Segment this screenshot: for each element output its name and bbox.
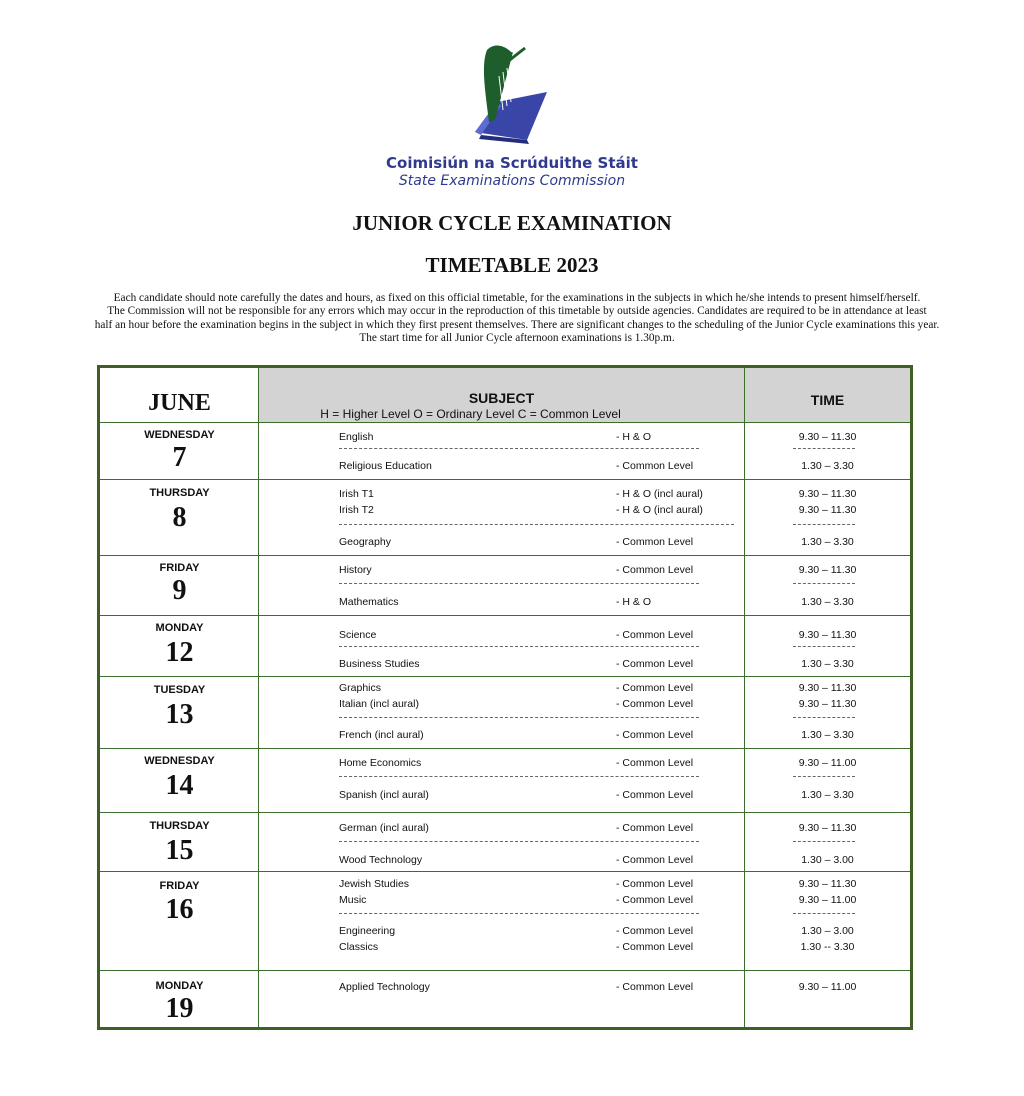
session-separator	[339, 448, 699, 449]
session-separator	[793, 841, 855, 842]
subject-level: - Common Level	[616, 894, 694, 906]
day-date: 19	[165, 993, 194, 1024]
exam-time: 1.30 – 3.30	[801, 658, 854, 670]
subject-level: - H & O	[616, 431, 652, 443]
subject-level: - H & O (incl aural)	[616, 488, 703, 500]
day-name: THURSDAY	[149, 487, 210, 499]
session-separator	[339, 524, 734, 525]
subject-level: - Common Level	[616, 757, 694, 769]
row-divider	[100, 748, 910, 749]
subject-name: Applied Technology	[339, 981, 430, 993]
exam-time: 9.30 – 11.30	[798, 564, 857, 576]
level-legend: H = Higher Level O = Ordinary Level C = Common Level	[320, 407, 621, 421]
subject-header: SUBJECT	[468, 390, 535, 406]
intro-text	[58, 292, 976, 345]
subject-level: - H & O (incl aural)	[616, 504, 703, 516]
exam-time: 9.30 – 11.30	[798, 431, 857, 443]
subject-name: Graphics	[339, 682, 382, 694]
subject-level: - Common Level	[616, 460, 694, 472]
subject-name: Irish T1	[339, 488, 374, 500]
day-name: WEDNESDAY	[144, 755, 215, 767]
day-name: MONDAY	[155, 622, 204, 634]
subject-name: History	[339, 564, 372, 576]
session-separator	[339, 776, 699, 777]
day-name: FRIDAY	[159, 562, 200, 574]
day-date: 14	[165, 770, 194, 801]
exam-time: 9.30 – 11.30	[798, 504, 857, 516]
session-separator	[793, 583, 855, 584]
session-separator	[339, 717, 699, 718]
subject-name: Spanish (incl aural)	[339, 789, 429, 801]
session-separator	[793, 646, 855, 647]
subject-level: - Common Level	[616, 789, 694, 801]
exam-time: 9.30 – 11.30	[798, 698, 857, 710]
subject-name: Jewish Studies	[339, 878, 410, 890]
subject-level: - Common Level	[616, 658, 694, 670]
exam-time: 9.30 – 11.30	[798, 488, 857, 500]
subject-name: English	[339, 431, 374, 443]
day-date: 12	[165, 637, 194, 668]
sec-harp-logo	[0, 40, 1024, 145]
session-separator	[339, 646, 699, 647]
exam-time: 9.30 – 11.00	[798, 981, 857, 993]
exam-time: 9.30 – 11.30	[798, 878, 857, 890]
intro-line: The Commission will not be responsible for any errors which may occur in the reproduction of this timetable by outside agencies. Candidates are required to be in attendance at least	[107, 305, 927, 318]
subject-name: French (incl aural)	[339, 729, 424, 741]
intro-line: Each candidate should note carefully the dates and hours, as fixed on this official timetable, for the examinations in the subjects in which he/she intends to present himself/herself.	[113, 292, 921, 304]
subject-level: - Common Level	[616, 536, 694, 548]
row-divider	[100, 812, 910, 813]
subject-name: Classics	[339, 941, 379, 953]
subject-name: Religious Education	[339, 460, 432, 472]
row-divider	[100, 676, 910, 677]
row-divider	[100, 555, 910, 556]
day-date: 9	[172, 575, 187, 606]
subject-level: - Common Level	[616, 698, 694, 710]
subject-name: Mathematics	[339, 596, 399, 608]
exam-time: 1.30 – 3.00	[801, 854, 854, 866]
row-divider	[100, 422, 910, 423]
subject-level: - Common Level	[616, 878, 694, 890]
exam-time: 9.30 – 11.30	[798, 682, 857, 694]
subject-level: - Common Level	[616, 682, 694, 694]
subject-level: - H & O	[616, 596, 652, 608]
subject-level: - Common Level	[616, 729, 694, 741]
exam-time: 1.30 – 3.30	[801, 460, 854, 472]
day-name: WEDNESDAY	[144, 429, 215, 441]
session-separator	[793, 448, 855, 449]
subject-level: - Common Level	[616, 981, 694, 993]
subject-name: Engineering	[339, 925, 396, 937]
day-name: FRIDAY	[159, 880, 200, 892]
exam-time: 9.30 – 11.00	[798, 757, 857, 769]
row-divider	[100, 479, 910, 480]
subject-level: - Common Level	[616, 822, 694, 834]
subject-level: - Common Level	[616, 564, 694, 576]
day-name: MONDAY	[155, 980, 204, 992]
org-name-irish: Coimisiún na Scrúduithe Stáit	[386, 154, 638, 172]
exam-time: 9.30 – 11.00	[798, 894, 857, 906]
day-date: 16	[165, 894, 194, 925]
subject-name: Irish T2	[339, 504, 374, 516]
subject-name: Geography	[339, 536, 391, 548]
day-date: 8	[172, 502, 187, 533]
session-separator	[793, 717, 855, 718]
exam-time: 1.30 – 3.30	[801, 789, 854, 801]
row-divider	[100, 615, 910, 616]
row-divider	[100, 970, 910, 971]
harp-book-icon	[467, 40, 557, 145]
subject-level: - Common Level	[616, 854, 694, 866]
timetable	[97, 365, 913, 1030]
session-separator	[339, 841, 699, 842]
session-separator	[793, 913, 855, 914]
exam-time: 1.30 -- 3.30	[800, 941, 855, 953]
session-separator	[339, 913, 699, 914]
day-name: THURSDAY	[149, 820, 210, 832]
exam-time: 9.30 – 11.30	[798, 822, 857, 834]
day-date: 13	[165, 699, 194, 730]
subject-level: - Common Level	[616, 629, 694, 641]
subject-name: Italian (incl aural)	[339, 698, 419, 710]
doc-title: JUNIOR CYCLE EXAMINATION	[352, 211, 672, 235]
row-divider	[100, 871, 910, 872]
exam-time: 1.30 – 3.30	[801, 596, 854, 608]
doc-subtitle: TIMETABLE 2023	[425, 253, 599, 277]
exam-time: 9.30 – 11.30	[798, 629, 857, 641]
subject-level: - Common Level	[616, 941, 694, 953]
month-header: JUNE	[148, 390, 211, 416]
subject-name: Science	[339, 629, 377, 641]
session-separator	[339, 583, 699, 584]
time-header: TIME	[810, 392, 845, 408]
subject-name: Home Economics	[339, 757, 422, 769]
exam-time: 1.30 – 3.00	[801, 925, 854, 937]
org-name-english: State Examinations Commission	[398, 173, 626, 189]
intro-line: half an hour before the examination begins in the subject in which they first present themselves. There are significant changes to the scheduling of the Junior Cycle examinations this year.	[94, 318, 940, 331]
subject-name: Music	[339, 894, 367, 906]
day-name: TUESDAY	[153, 684, 206, 696]
day-date: 7	[172, 442, 187, 473]
intro-line: The start time for all Junior Cycle afternoon examinations is 1.30p.m.	[359, 331, 675, 344]
subject-name: Business Studies	[339, 658, 420, 670]
session-separator	[793, 524, 855, 525]
subject-level: - Common Level	[616, 925, 694, 937]
subject-name: Wood Technology	[339, 854, 423, 866]
exam-time: 1.30 – 3.30	[801, 536, 854, 548]
subject-name: German (incl aural)	[339, 822, 429, 834]
session-separator	[793, 776, 855, 777]
day-date: 15	[165, 835, 194, 866]
exam-time: 1.30 – 3.30	[801, 729, 854, 741]
